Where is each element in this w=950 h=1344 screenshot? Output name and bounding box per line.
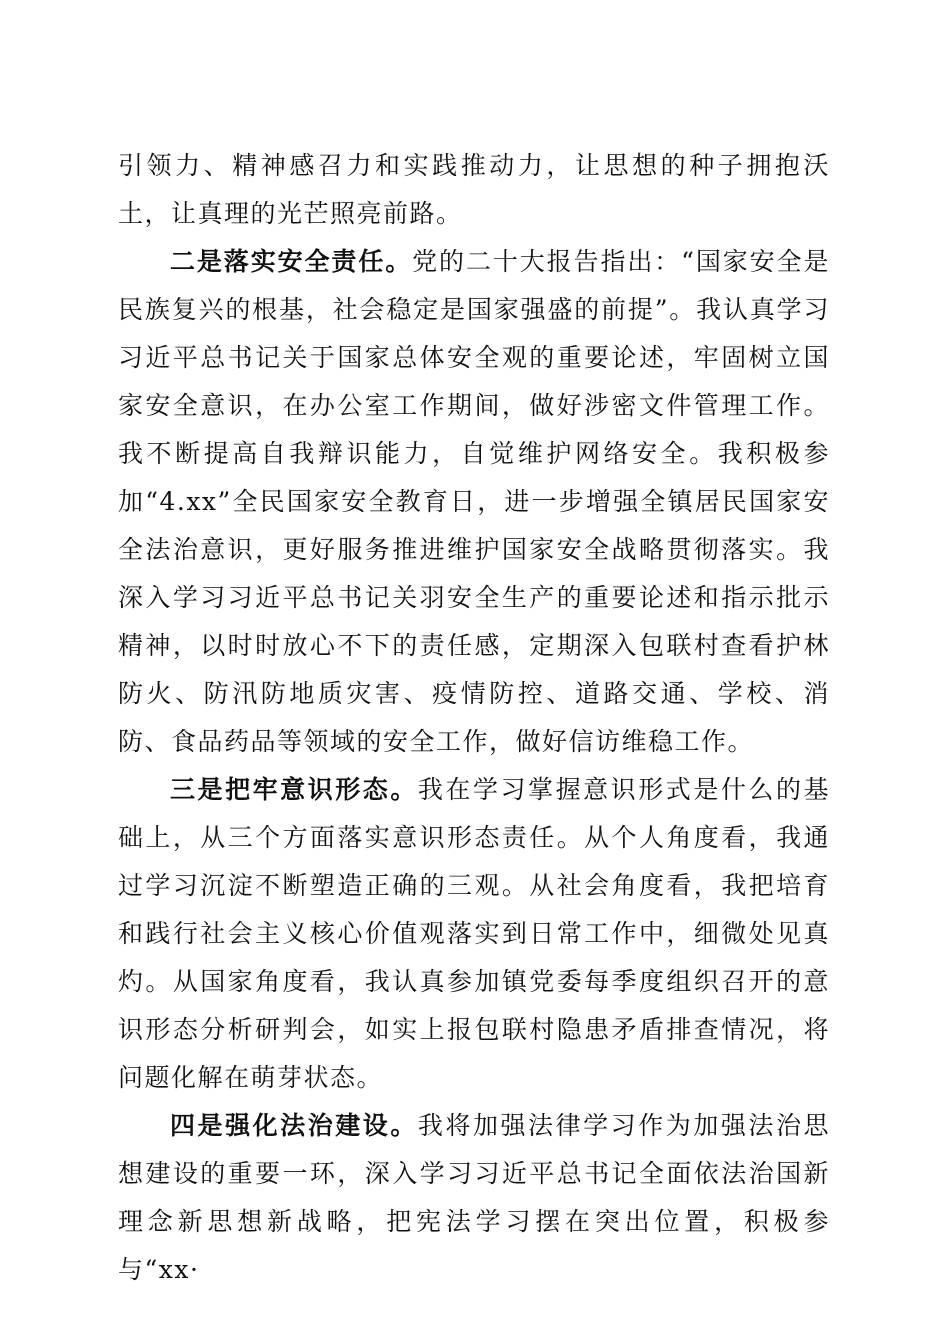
paragraph-lead-heading: 三是把牢意识形态。 <box>170 775 418 804</box>
paragraph-continuation <box>118 142 830 238</box>
paragraph-security-responsibility <box>118 238 830 766</box>
paragraph-text: 我在学习掌握意识形式是什么的基础上，从三个方面落实意识形态责任。从个人角度看，我通过学习沉淀不断塑造正确的三观。从社会角度看，我把培育和践行社会主义核心价值观落实到日常工作中，细微处见真灼。从国家角度看，我认真参加镇党委每季度组织召开的意识形态分析研判会，如实上报包联村隐患矛盾排查情况，将问题化解在萌芽状态。 <box>118 775 830 1092</box>
document-body <box>118 142 830 1294</box>
paragraph-text: 我将加强法律学习作为加强法治思想建设的重要一环，深入学习习近平总书记全面依法治国新理念新思想新战略，把宪法学习摆在突出位置，积极参与“xx· <box>118 1111 830 1284</box>
paragraph-ideology <box>118 766 830 1102</box>
paragraph-rule-of-law <box>118 1102 830 1294</box>
paragraph-text: 引领力、精神感召力和实践推动力，让思想的种子拥抱沃土，让真理的光芒照亮前路。 <box>118 151 830 228</box>
paragraph-lead-heading: 四是强化法治建设。 <box>170 1111 418 1140</box>
paragraph-lead-heading: 二是落实安全责任。 <box>170 247 413 276</box>
paragraph-text: 党的二十大报告指出：“国家安全是民族复兴的根基，社会稳定是国家强盛的前提”。我认真学习习近平总书记关于国家总体安全观的重要论述，牢固树立国家安全意识，在办公室工作期间，做好涉密文件管理工作。我不断提高自我辩识能力，自觉维护网络安全。我积极参加“4.xx”全民国家安全教育日，进一步增强全镇居民国家安全法治意识，更好服务推进维护国家安全战略贯彻落实。我深入学习习近平总书记关羽安全生产的重要论述和指示批示精神，以时时放心不下的责任感，定期深入包联村查看护林防火、防汛防地质灾害、疫情防控、道路交通、学校、消防、食品药品等领域的安全工作，做好信访维稳工作。 <box>118 247 830 756</box>
